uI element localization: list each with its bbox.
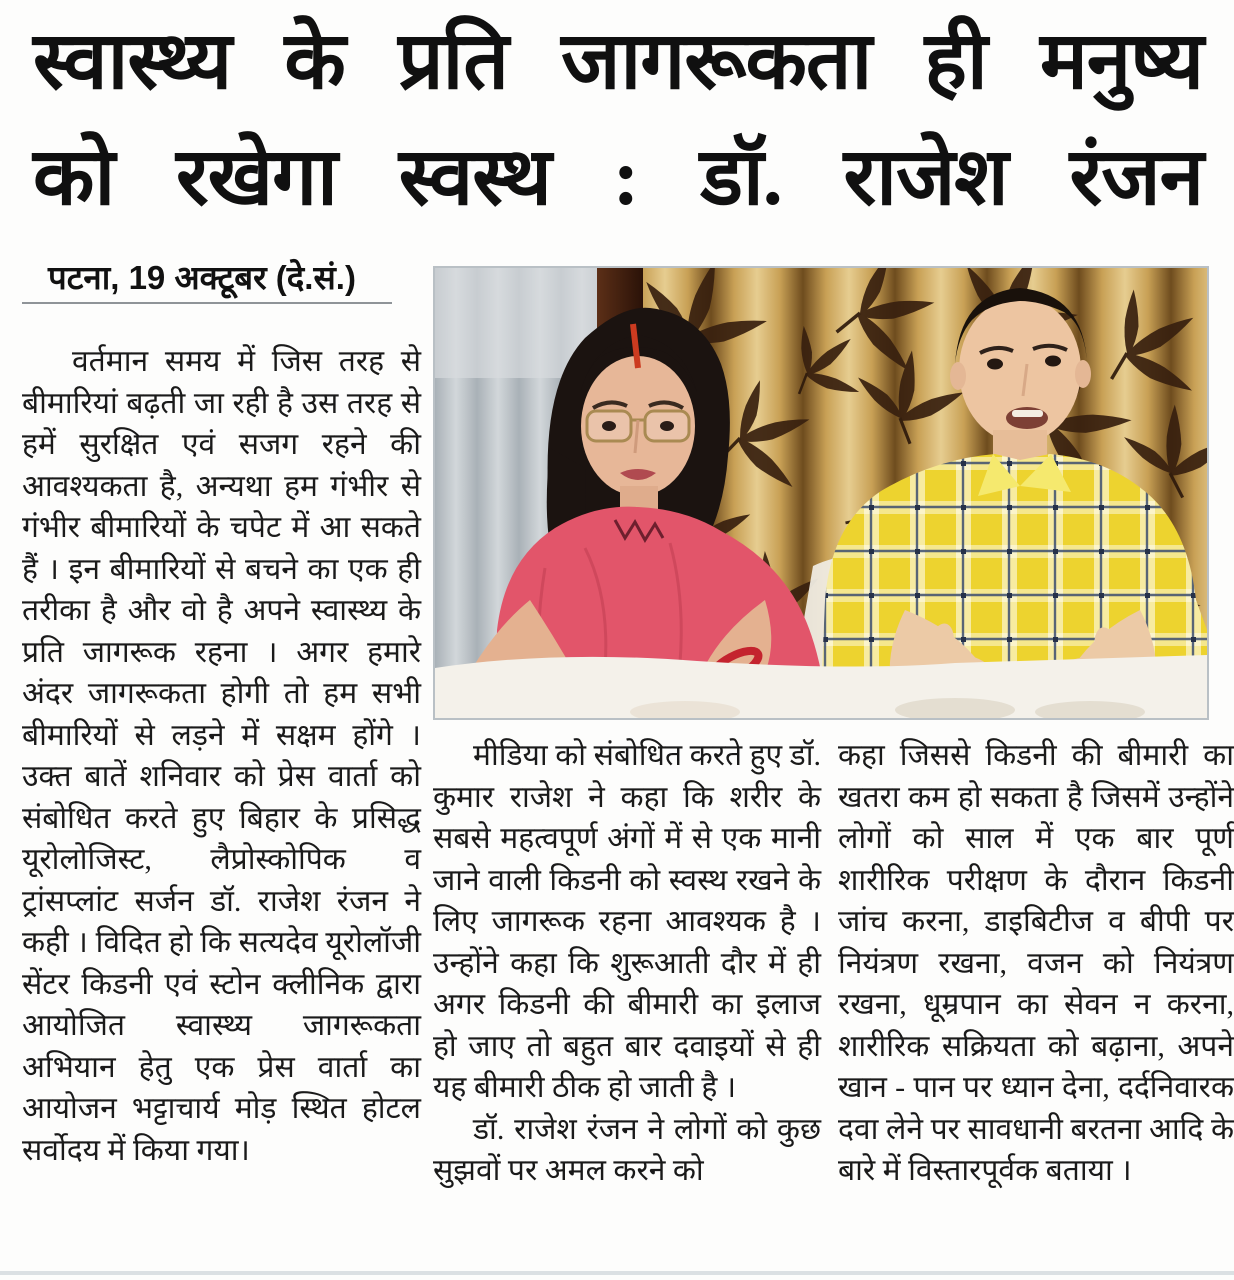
dateline-rule xyxy=(22,302,392,304)
headline-line-1: स्वास्थ्य के प्रति जागरूकता ही मनुष्य xyxy=(33,18,1203,106)
middle-column xyxy=(433,735,821,1192)
right-column xyxy=(838,735,1234,1192)
left-column xyxy=(22,341,421,1171)
bottom-edge-rule xyxy=(0,1271,1234,1275)
dateline: पटना, 19 अक्टूबर (दे.सं.) xyxy=(48,259,356,296)
headline-line-2: को रखेगा स्वस्थ : डॉ. राजेश रंजन xyxy=(33,134,1203,222)
right-column-paragraph: कहा जिससे किडनी की बीमारी का खतरा कम हो सकता है जिसमें उन्होंने लोगों को साल में एक बार पूर्ण शारीरिक परीक्षण के दौरान किडनी जांच करना, डाइबिटीज व बीपी पर नियंत्रण रखना, वजन को नियंत्रण रखना, धूम्रपान का सेवन न करना, शारीरिक सक्रियता को बढ़ाना, अपने खान - पान पर ध्यान देना, दर्दनिवारक दवा लेने पर सावधानी बरतना आदि के बारे में विस्तारपूर्वक बताया । xyxy=(838,739,1234,1187)
headline xyxy=(33,4,1203,236)
photo-illustration xyxy=(435,268,1207,718)
middle-column-paragraph-2: डॉ. राजेश रंजन ने लोगों को कुछ सुझवों पर अमल करने को xyxy=(433,1112,821,1187)
press-conference-photo xyxy=(433,266,1209,720)
left-column-paragraph: वर्तमान समय में जिस तरह से बीमारियां बढ़ती जा रही है उस तरह से हमें सुरक्षित एवं सजग रहने की आवश्यकता है, अन्यथा हम गंभीर से गंभीर बीमारियों के चपेट में आ सकते हैं । इन बीमारियों से बचने का एक ही तरीका है और वो है अपने स्वास्थ्य के प्रति जागरूक रहना । अगर हमारे अंदर जागरूकता होगी तो हम सभी बीमारियों से लड़ने में सक्षम होंगे । उक्त बातें शनिवार को प्रेस वार्ता को संबोधित करते हुए बिहार के प्रसिद्ध यूरोलोजिस्ट, लैप्रोस्कोपिक व ट्रांसप्लांट सर्जन डॉ. राजेश रंजन ने कही । विदित हो कि सत्यदेव यूरोलॉजी सेंटर किडनी एवं स्टोन क्लीनिक द्वारा आयोजित स्वास्थ्य जागरूकता अभियान हेतु एक प्रेस वार्ता का आयोजन भट्टाचार्य मोड़ स्थित होटल सर्वोदय में किया गया। xyxy=(22,345,421,1167)
middle-column-paragraph-1: मीडिया को संबोधित करते हुए डॉ. कुमार राजेश ने कहा कि शरीर के सबसे महत्वपूर्ण अंगों में से एक मानी जाने वाली किडनी को स्वस्थ रखने के लिए जागरूक रहना आवश्यक है । उन्होंने कहा कि शुरूआती दौर में ही अगर किडनी की बीमारी का इलाज हो जाए तो बहुत बार दवाइयों से ही यह बीमारी ठीक हो जाती है । xyxy=(433,739,821,1104)
